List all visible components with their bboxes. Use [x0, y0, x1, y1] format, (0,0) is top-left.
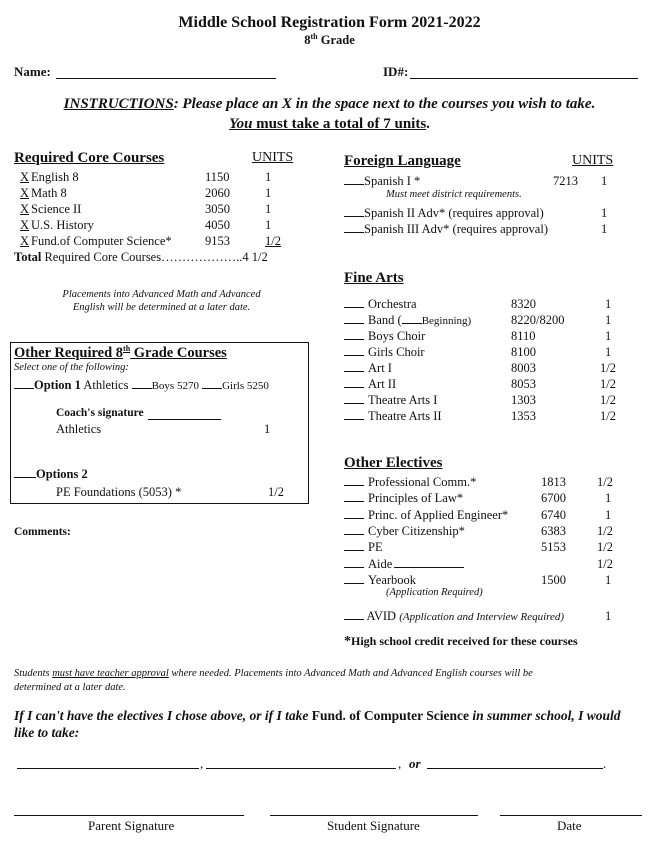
fine-arts-code: 8220/8200 [511, 313, 565, 327]
fine-arts-name: Boys Choir [368, 329, 426, 343]
elective-blank[interactable] [344, 474, 364, 486]
core-course-name: Fund.of Computer Science* [31, 234, 172, 248]
fine-arts-units: 1/2 [600, 409, 616, 423]
core-course-mark[interactable]: X [20, 234, 30, 248]
pe-foundations-units: 1/2 [268, 485, 284, 499]
athletics-units: 1 [264, 422, 271, 436]
spanish-2-units: 1 [601, 206, 608, 220]
grade-label [0, 32, 659, 48]
alt-question-start: If I can't have the electives I chose above, or if I take [14, 708, 312, 723]
fine-arts-name: Art I [368, 361, 392, 375]
other-required-heading-sup: th [123, 344, 131, 353]
coach-signature-label: Coach's signature [56, 407, 144, 419]
girls-label: Girls 5250 [222, 380, 269, 392]
elective-row [344, 490, 463, 506]
date-label: Date [557, 818, 582, 833]
elective-name: Professional Comm.* [368, 475, 477, 489]
fine-arts-name: Theatre Arts I [368, 393, 438, 407]
core-course-row [14, 233, 172, 249]
core-course-mark[interactable]: X [20, 202, 30, 216]
alt-choice-2[interactable] [206, 768, 396, 769]
hs-credit-text: High school credit received for these courses [351, 634, 578, 648]
fine-arts-units: 1 [605, 345, 612, 359]
student-signature-field[interactable] [270, 815, 478, 816]
foreign-item-spanish-2 [344, 205, 544, 221]
elective-row [344, 556, 464, 572]
spanish-1-blank[interactable] [344, 173, 364, 185]
fine-arts-units: 1 [605, 297, 612, 311]
id-field[interactable] [410, 78, 638, 79]
fine-arts-row [344, 376, 396, 392]
hs-credit-note: *High school credit received for these courses [344, 634, 578, 649]
avid-blank[interactable] [344, 608, 364, 620]
elective-blank[interactable] [344, 523, 364, 535]
core-course-code: 4050 [205, 218, 230, 232]
core-heading: Required Core Courses [14, 150, 165, 166]
pe-foundations: PE Foundations (5053) * [56, 485, 182, 499]
elective-units: 1/2 [597, 540, 613, 555]
core-note-2: English will be determined at a later date. [72, 302, 251, 313]
fine-arts-code: 1353 [511, 409, 536, 423]
alt-comma-2: , [398, 756, 402, 771]
boys-blank[interactable] [132, 377, 152, 389]
elective-code: 6740 [541, 507, 566, 522]
fine-arts-code: 8053 [511, 377, 536, 391]
fine-arts-code: 1303 [511, 393, 536, 407]
date-field[interactable] [500, 815, 642, 816]
fine-arts-blank[interactable] [344, 408, 364, 420]
fine-arts-blank[interactable] [344, 296, 364, 308]
coach-signature-field[interactable] [148, 419, 221, 420]
core-course-mark[interactable]: X [20, 170, 30, 184]
elective-name: Cyber Citizenship* [368, 523, 465, 538]
alt-question-2: like to take: [14, 725, 80, 740]
alt-period: . [603, 756, 607, 771]
core-course-name: Science II [31, 202, 82, 216]
boys-label: Boys 5270 [151, 380, 199, 392]
fine-arts-row [344, 296, 417, 312]
instructions-line2 [0, 116, 659, 133]
girls-blank[interactable] [202, 377, 222, 389]
other-required-heading-pre: Other Required 8 [14, 344, 124, 361]
spanish-1-name: Spanish I * [364, 174, 421, 188]
spanish-3-blank[interactable] [344, 221, 364, 233]
core-course-units: 1/2 [265, 234, 281, 248]
elective-units: 1 [605, 507, 612, 522]
alt-question-course: Fund. of Computer Science [311, 708, 469, 723]
instructions-you: You [229, 116, 253, 132]
instructions-total: must take a total of 7 units [252, 116, 427, 132]
elective-units: 1/2 [597, 523, 613, 538]
fine-arts-name: Theatre Arts II [368, 409, 442, 423]
option1-label: Option 1 [34, 378, 81, 392]
option2-blank[interactable] [14, 466, 36, 478]
core-course-name: English 8 [31, 170, 79, 184]
foreign-item-spanish-1 [344, 173, 420, 189]
footer-note-2: determined at a later date. [14, 682, 126, 693]
fine-arts-row [344, 360, 392, 376]
core-units-label: UNITS [252, 150, 294, 165]
avid-row [344, 608, 564, 624]
core-course-mark[interactable]: X [20, 218, 30, 232]
footer-must: must have teacher approval [52, 668, 169, 679]
core-total-bold: Total [14, 250, 42, 264]
aide-blank[interactable] [394, 556, 464, 568]
core-course-name: Math 8 [31, 186, 67, 200]
fine-arts-units: 1/2 [600, 393, 616, 407]
elective-blank[interactable] [344, 572, 364, 584]
grade-word: Grade [320, 33, 355, 48]
id-label: ID#: [383, 64, 409, 79]
other-required-heading-post: Grade Courses [130, 344, 227, 361]
elective-units: 1/2 [597, 556, 613, 571]
fine-arts-name: Band ( [368, 313, 402, 327]
core-course-mark[interactable]: X [20, 186, 30, 200]
core-course-units: 1 [265, 218, 272, 232]
spanish-1-code: 7213 [553, 174, 578, 188]
option1-row [14, 377, 269, 393]
parent-signature-label: Parent Signature [88, 818, 175, 833]
select-one-note: Select one of the following: [14, 362, 129, 373]
core-course-row [14, 185, 67, 201]
alt-or: or [409, 756, 421, 771]
core-course-name: U.S. History [31, 218, 94, 232]
fine-arts-row [344, 408, 442, 424]
elective-code: 1500 [541, 572, 566, 587]
fine-arts-units: 1 [605, 329, 612, 343]
elective-units: 1 [605, 572, 612, 587]
core-course-code: 1150 [205, 170, 230, 184]
fine-arts-units: 1/2 [600, 361, 616, 375]
fine-arts-code: 8100 [511, 345, 536, 359]
fine-arts-blank[interactable] [344, 312, 364, 324]
fine-arts-blank[interactable] [344, 392, 364, 404]
elective-row [344, 507, 508, 523]
core-course-units: 1 [265, 186, 272, 200]
fine-arts-code: 8003 [511, 361, 536, 375]
core-note-1: Placements into Advanced Math and Advanced [62, 289, 261, 300]
elective-row [344, 523, 465, 539]
fine-arts-units: 1 [605, 313, 612, 327]
elective-code: 6700 [541, 491, 566, 506]
band-beginning-blank[interactable] [402, 312, 422, 324]
elective-units: 1 [605, 491, 612, 506]
foreign-units-label: UNITS [572, 153, 614, 168]
elective-code: 1813 [541, 475, 566, 489]
other-required-heading [14, 344, 227, 362]
core-total [14, 249, 268, 265]
fine-arts-row [344, 328, 425, 344]
elective-blank[interactable] [344, 539, 364, 551]
elective-name: Princ. of Applied Engineer* [368, 507, 509, 522]
alt-comma: , [200, 756, 204, 771]
fine-arts-blank[interactable] [344, 344, 364, 356]
core-total-text: Required Core Courses………………..4 1/2 [41, 250, 268, 264]
elective-name: Yearbook [368, 572, 417, 587]
elective-name: PE [368, 540, 383, 555]
fine-arts-units: 1/2 [600, 377, 616, 391]
option1-blank[interactable] [14, 377, 34, 389]
elective-row [344, 474, 476, 490]
instructions-text: : Please place an X in the space next to the courses you wish to take. [173, 96, 596, 112]
option2-row [14, 466, 88, 482]
alt-choice-1[interactable] [17, 768, 199, 769]
spanish-3-name: Spanish III Adv* (requires approval) [364, 222, 548, 236]
fine-arts-code: 8320 [511, 297, 536, 311]
fine-arts-row [344, 344, 425, 360]
name-label: Name: [14, 64, 51, 79]
alt-question-1 [14, 708, 621, 724]
fine-arts-blank[interactable] [344, 360, 364, 372]
core-course-code: 3050 [205, 202, 230, 216]
fine-arts-name: Girls Choir [368, 345, 425, 359]
spanish-1-units: 1 [601, 174, 608, 188]
fine-arts-row [344, 312, 471, 328]
instructions-lead: INSTRUCTIONS [63, 96, 174, 112]
elective-blank[interactable] [344, 507, 364, 519]
fine-arts-code: 8110 [511, 329, 536, 343]
electives-heading: Other Electives [344, 455, 443, 471]
foreign-note: Must meet district requirements. [386, 189, 522, 200]
fine-arts-blank[interactable] [344, 376, 364, 388]
form-title: Middle School Registration Form 2021-2022 [178, 14, 481, 31]
avid-label: AVID [366, 609, 397, 623]
footer-students: Students [14, 668, 53, 679]
core-course-code: 2060 [205, 186, 230, 200]
fine-arts-row [344, 392, 437, 408]
elective-name: Aide [368, 556, 393, 571]
alt-question-end: in summer school, I would [468, 708, 621, 723]
elective-row [344, 539, 383, 555]
comments-label: Comments: [14, 526, 71, 538]
core-course-units: 1 [265, 202, 272, 216]
student-signature-label: Student Signature [327, 818, 420, 833]
core-course-row [14, 201, 81, 217]
spanish-2-name: Spanish II Adv* (requires approval) [364, 206, 544, 220]
band-beginning-label: Beginning) [421, 315, 472, 327]
option2-label: Options 2 [36, 467, 88, 481]
avid-note: (Application and Interview Required) [399, 611, 565, 623]
instructions-line1 [0, 96, 659, 113]
spanish-2-blank[interactable] [344, 205, 364, 217]
grade-sup: th [310, 32, 318, 41]
fine-arts-blank[interactable] [344, 328, 364, 340]
alt-choice-3[interactable] [427, 768, 603, 769]
foreign-item-spanish-3 [344, 221, 548, 237]
elective-code: 6383 [541, 523, 566, 538]
elective-code: 5153 [541, 540, 566, 555]
footer-note-1 [14, 668, 533, 679]
fine-arts-name: Art II [368, 377, 397, 391]
avid-units: 1 [605, 609, 612, 623]
core-course-row [14, 169, 79, 185]
grade-number: 8 [304, 33, 311, 48]
fine-arts-heading: Fine Arts [344, 270, 404, 286]
elective-row [344, 572, 416, 588]
fine-arts-name: Orchestra [368, 297, 417, 311]
elective-units: 1/2 [597, 475, 613, 489]
athletics-line: Athletics [56, 422, 102, 436]
name-field[interactable] [56, 78, 276, 79]
spanish-3-units: 1 [601, 222, 608, 236]
elective-blank[interactable] [344, 490, 364, 502]
core-course-row [14, 217, 94, 233]
yearbook-note: (Application Required) [386, 587, 483, 598]
foreign-heading: Foreign Language [344, 153, 461, 169]
parent-signature-field[interactable] [14, 815, 244, 816]
option1-athletics: Athletics [83, 378, 129, 392]
elective-blank[interactable] [344, 556, 364, 568]
elective-name: Principles of Law* [368, 491, 464, 506]
core-course-code: 9153 [205, 234, 230, 248]
instructions-period: . [426, 116, 430, 132]
core-course-units: 1 [265, 170, 272, 184]
footer-rest: where needed. Placements into Advanced Math and Advanced English courses will be [168, 668, 533, 679]
